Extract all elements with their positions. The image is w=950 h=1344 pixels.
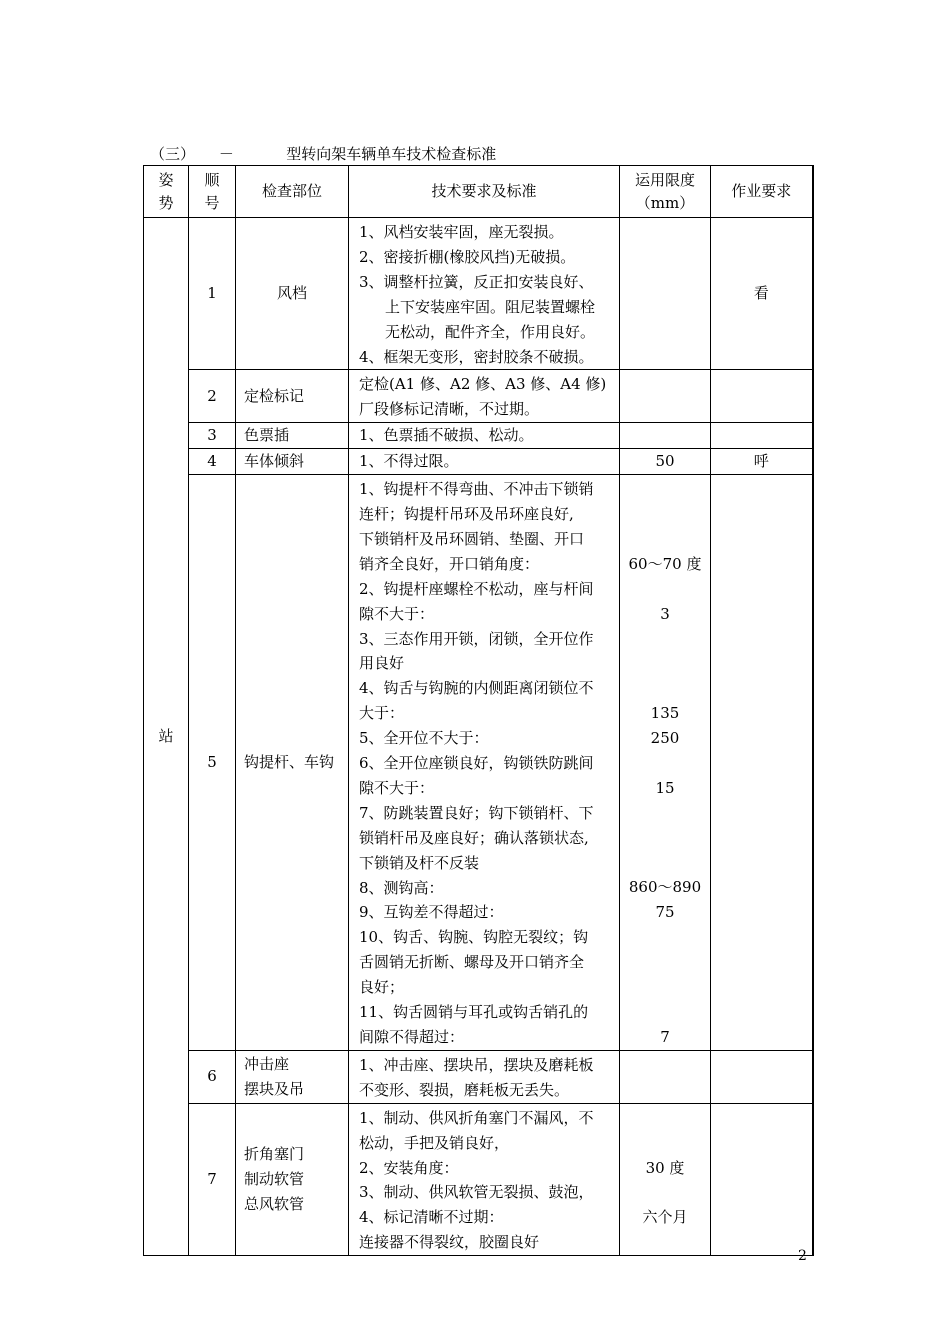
requirements-cell: 1、不得过限。 bbox=[349, 449, 620, 475]
inspection-table bbox=[143, 165, 814, 1256]
table-title: （三） － 型转向架车辆单车技术检查标准 bbox=[150, 145, 497, 163]
action-cell: 呼 bbox=[711, 449, 813, 475]
header-row bbox=[144, 166, 813, 218]
table-row bbox=[144, 475, 813, 1051]
seq-cell: 2 bbox=[189, 370, 236, 423]
seq-cell: 6 bbox=[189, 1050, 236, 1103]
action-cell bbox=[711, 423, 813, 449]
header-action: 作业要求 bbox=[711, 166, 813, 218]
part-cell: 钩提杆、车钩 bbox=[236, 475, 349, 1051]
part-cell: 色票插 bbox=[236, 423, 349, 449]
action-cell bbox=[711, 370, 813, 423]
seq-cell: 7 bbox=[189, 1103, 236, 1255]
requirements-cell: 1、制动、供风折角塞门不漏风，不 松动，手把及销良好， 2、安装角度： 3、制动、供风软管无裂损、鼓泡， 4、标记清晰不过期： 连接器不得裂纹，胶圈良好 bbox=[349, 1103, 620, 1255]
posture-cell: 站 bbox=[144, 218, 189, 1256]
limit-cell bbox=[620, 1050, 711, 1103]
header-limit: 运用限度 （mm） bbox=[620, 166, 711, 218]
requirements-cell: 定检(A1 修、A2 修、A3 修、A4 修) 厂段修标记清晰，不过期。 bbox=[349, 370, 620, 423]
part-cell: 车体倾斜 bbox=[236, 449, 349, 475]
page-number: 2 bbox=[798, 1248, 807, 1264]
table-row bbox=[144, 1103, 813, 1255]
limit-cell: 60～70 度 3 135 250 15 860～890 75 7 bbox=[620, 475, 711, 1051]
header-seq: 顺 号 bbox=[189, 166, 236, 218]
part-cell: 冲击座 摆块及吊 bbox=[236, 1050, 349, 1103]
header-requirements: 技术要求及标准 bbox=[349, 166, 620, 218]
seq-cell: 3 bbox=[189, 423, 236, 449]
header-posture: 姿 势 bbox=[144, 166, 189, 218]
table-row bbox=[144, 370, 813, 423]
table-row bbox=[144, 449, 813, 475]
action-cell bbox=[711, 475, 813, 1051]
requirements-cell: 1、冲击座、摆块吊，摆块及磨耗板 不变形、裂损，磨耗板无丢失。 bbox=[349, 1050, 620, 1103]
table-row bbox=[144, 1050, 813, 1103]
limit-cell bbox=[620, 370, 711, 423]
limit-cell bbox=[620, 423, 711, 449]
action-cell bbox=[711, 1103, 813, 1255]
part-cell: 风档 bbox=[236, 218, 349, 370]
seq-cell: 5 bbox=[189, 475, 236, 1051]
limit-cell bbox=[620, 218, 711, 370]
limit-cell: 50 bbox=[620, 449, 711, 475]
part-cell: 折角塞门 制动软管 总风软管 bbox=[236, 1103, 349, 1255]
action-cell bbox=[711, 1050, 813, 1103]
part-cell: 定检标记 bbox=[236, 370, 349, 423]
table-row bbox=[144, 218, 813, 370]
requirements-cell: 1、色票插不破损、松动。 bbox=[349, 423, 620, 449]
header-part: 检查部位 bbox=[236, 166, 349, 218]
seq-cell: 1 bbox=[189, 218, 236, 370]
limit-cell: 30 度 六个月 bbox=[620, 1103, 711, 1255]
seq-cell: 4 bbox=[189, 449, 236, 475]
table-row bbox=[144, 423, 813, 449]
action-cell: 看 bbox=[711, 218, 813, 370]
requirements-cell: 1、风档安装牢固，座无裂损。 2、密接折棚(橡胶风挡)无破损。 3、调整杆拉簧，反正扣安装良好、 上下安装座牢固。阻尼装置螺栓 无松动，配件齐全，作用良好。 4、框架无变形，密封胶条不破损。 bbox=[349, 218, 620, 370]
requirements-cell: 1、钩提杆不得弯曲、不冲击下锁销 连杆；钩提杆吊环及吊环座良好, 下锁销杆及吊环圆销、垫圈、开口 销齐全良好，开口销角度： 2、钩提杆座螺栓不松动，座与杆间 隙不大于： 3、三态作用开锁，闭锁，全开位作 用良好 4、钩舌与钩腕的内侧距离闭锁位不 大于： 5、全开位不大于： 6、全开位座锁良好，钩锁铁防跳间 隙不大于： 7、防跳装置良好；钩下锁销杆、下 锁销杆吊及座良好；确认落锁状态, 下锁销及杆不反装 8、测钩高： 9、互钩差不得超过： 10、钩舌、钩腕、钩腔无裂纹；钩 舌圆销无折断、螺母及开口销齐全 良好； 11、钩舌圆销与耳孔或钩舌销孔的 间隙不得超过： bbox=[349, 475, 620, 1051]
